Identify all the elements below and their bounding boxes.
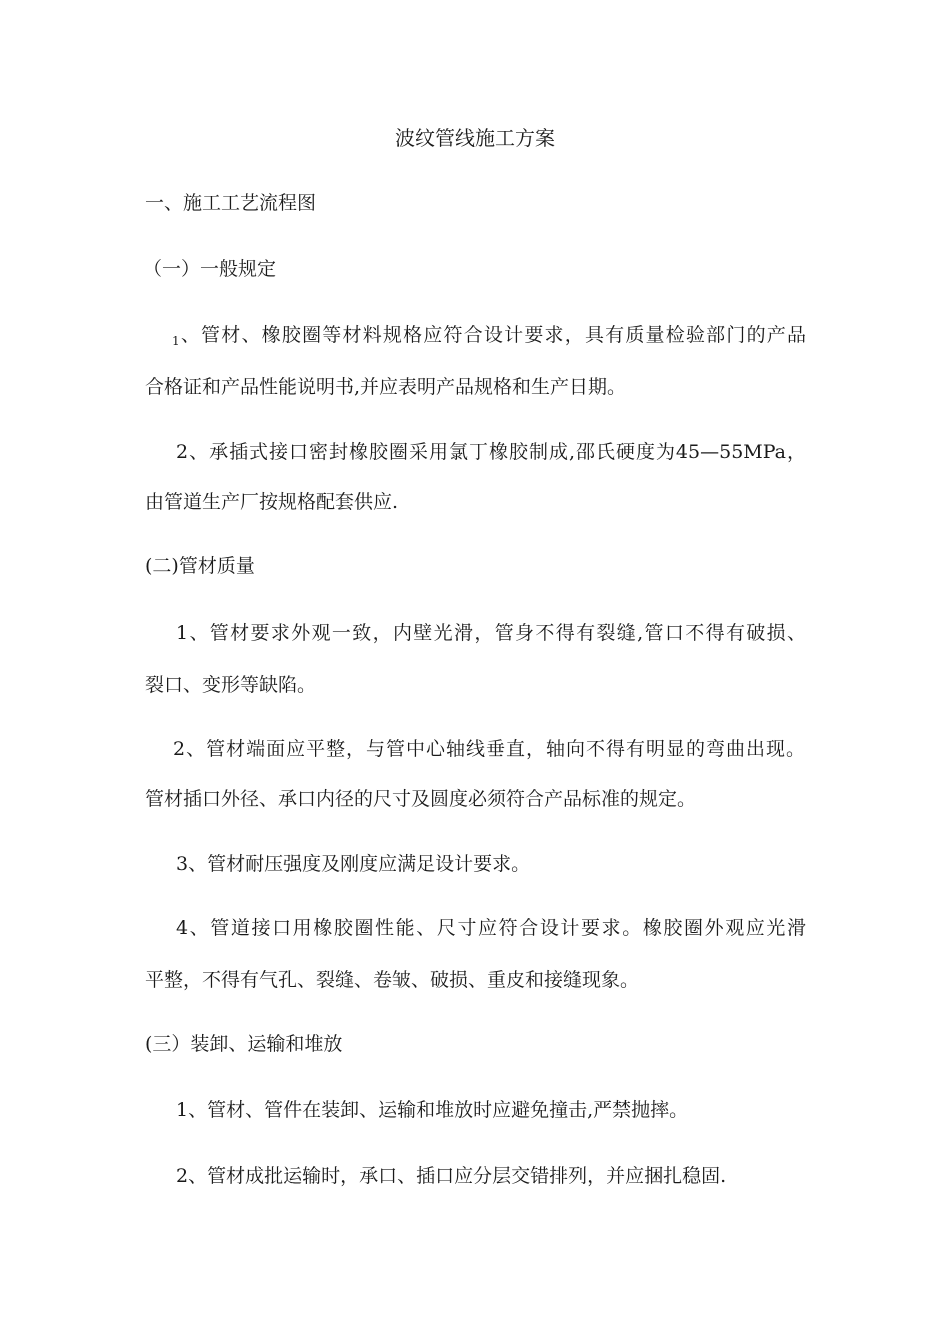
paragraph-4-line-1: 2、管材端面应平整，与管中心轴线垂直，轴向不得有明显的弯曲出现。 [173, 738, 805, 760]
paragraph-1-line-1-text: 、管材、橡胶圈等材料规格应符合设计要求，具有质量检验部门的产品 [179, 324, 806, 346]
paragraph-1-line-1 [172, 322, 806, 354]
paragraph-1-line-2: 合格证和产品性能说明书,并应表明产品规格和生产日期。 [145, 376, 627, 398]
paragraph-4-line-2: 管材插口外径、承口内径的尺寸及圆度必须符合产品标准的规定。 [145, 788, 697, 810]
subsection-heading-3: (三）装卸、运输和堆放 [145, 1033, 343, 1055]
paragraph-6-line-2: 平整，不得有气孔、裂缝、卷皱、破损、重皮和接缝现象。 [145, 969, 640, 991]
paragraph-2-line-2: 由管道生产厂按规格配套供应. [145, 491, 399, 513]
paragraph-3-line-1: 1、管材要求外观一致，内壁光滑，管身不得有裂缝,管口不得有破损、 [176, 622, 806, 644]
paragraph-3-line-2: 裂口、变形等缺陷。 [145, 674, 317, 696]
subsection-heading-2: (二)管材质量 [145, 555, 255, 577]
paragraph-8: 2、管材成批运输时，承口、插口应分层交错排列，并应捆扎稳固. [176, 1165, 727, 1187]
paragraph-1-number: 1 [172, 334, 180, 348]
subsection-heading-1: （一）一般规定 [143, 258, 277, 280]
paragraph-7: 1、管材、管件在装卸、运输和堆放时应避免撞击,严禁抛摔。 [176, 1099, 689, 1121]
paragraph-5: 3、管材耐压强度及刚度应满足设计要求。 [176, 853, 531, 875]
paragraph-2-line-1: 2、承插式接口密封橡胶圈采用氯丁橡胶制成,邵氏硬度为45—55MPa， [176, 441, 806, 463]
paragraph-6-line-1: 4、管道接口用橡胶圈性能、尺寸应符合设计要求。橡胶圈外观应光滑 [176, 917, 806, 939]
section-heading-1: 一、施工工艺流程图 [145, 192, 317, 214]
document-title: 波纹管线施工方案 [395, 126, 555, 150]
